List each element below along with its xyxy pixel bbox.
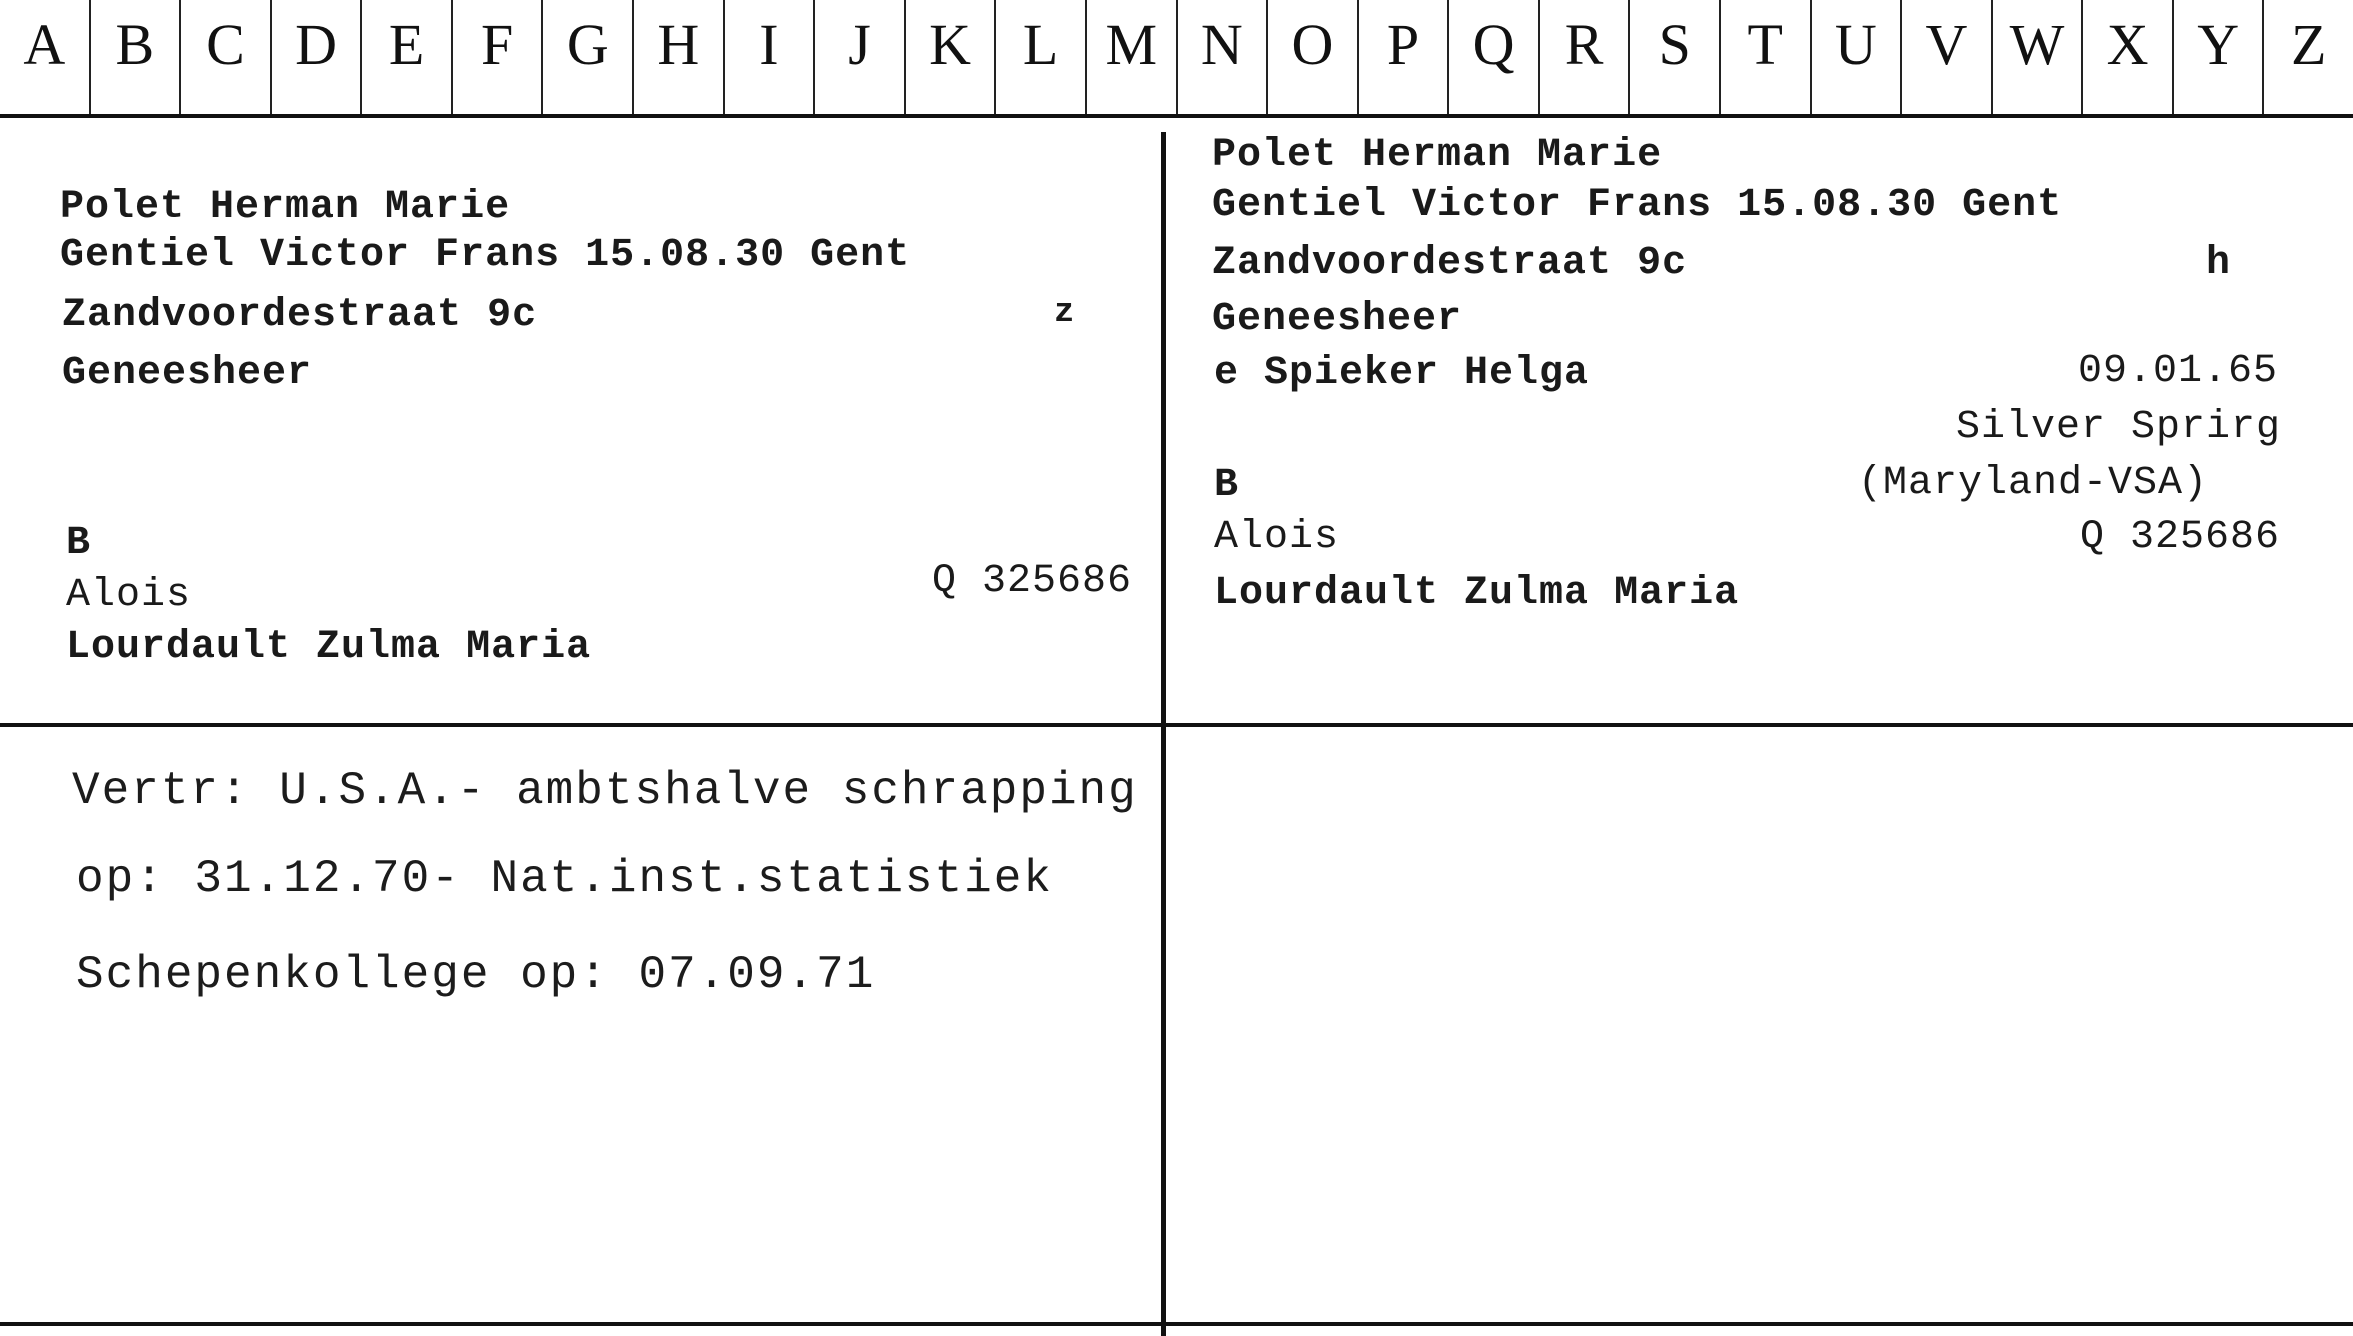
index-letter-e: E [360,0,451,114]
right-card-horizontal-divider [1166,723,2353,727]
index-letter-l: L [994,0,1085,114]
left-address: Zandvoordestraat 9c [62,293,538,338]
right-code-letter: B [1214,463,1240,508]
alphabet-index-strip [0,0,2353,118]
right-father: Alois [1214,515,1340,560]
index-letter-v: V [1900,0,1991,114]
index-letter-b: B [89,0,180,114]
index-letter-j: J [813,0,904,114]
index-letter-n: N [1176,0,1267,114]
note-line-3: Schepenkollege op: 07.09.71 [76,949,876,1001]
left-birth-line: Gentiel Victor Frans 15.08.30 Gent [60,233,911,278]
index-letter-u: U [1810,0,1901,114]
right-marriage-date: 09.01.65 [2078,349,2279,394]
left-code-letter: B [66,521,92,566]
index-letter-m: M [1085,0,1176,114]
index-letter-q: Q [1447,0,1538,114]
left-address-mark: z [1054,294,1076,332]
index-letter-z: Z [2262,0,2353,114]
index-letter-y: Y [2172,0,2263,114]
right-name: Polet Herman Marie [1212,133,1663,178]
left-father: Alois [66,573,192,618]
right-mother: Lourdault Zulma Maria [1214,571,1740,616]
index-letter-k: K [904,0,995,114]
left-name: Polet Herman Marie [60,185,511,230]
index-letter-t: T [1719,0,1810,114]
right-address-mark: h [2206,241,2232,286]
left-bottom-divider [0,1322,1161,1326]
card-vertical-divider [1161,132,1166,1336]
note-line-2: op: 31.12.70- Nat.inst.statistiek [76,853,1053,905]
right-birth-line: Gentiel Victor Frans 15.08.30 Gent [1212,183,2063,228]
right-profession: Geneesheer [1212,297,1463,342]
left-card-horizontal-divider [0,723,1161,727]
index-letter-s: S [1628,0,1719,114]
right-address: Zandvoordestraat 9c [1212,241,1688,286]
left-registry-number: Q 325686 [932,559,1133,604]
index-letter-x: X [2081,0,2172,114]
index-letter-c: C [179,0,270,114]
index-letter-f: F [451,0,542,114]
right-spouse: e Spieker Helga [1214,351,1590,396]
right-registry-number: Q 325686 [2080,515,2281,560]
index-letter-d: D [270,0,361,114]
right-bottom-divider [1166,1322,2353,1326]
right-place-line2: (Maryland-VSA) [1858,461,2209,506]
index-letter-i: I [723,0,814,114]
index-letter-h: H [632,0,723,114]
index-letter-p: P [1357,0,1448,114]
left-profession: Geneesheer [62,351,313,396]
index-letter-a: A [23,12,66,77]
index-letter-o: O [1266,0,1357,114]
left-mother: Lourdault Zulma Maria [66,625,592,670]
index-letter-r: R [1538,0,1629,114]
right-place-line1: Silver Sprirg [1956,405,2282,450]
note-line-1: Vertr: U.S.A.- ambtshalve schrapping [72,765,1138,817]
index-letter-w: W [1991,0,2082,114]
index-letter-g: G [541,0,632,114]
